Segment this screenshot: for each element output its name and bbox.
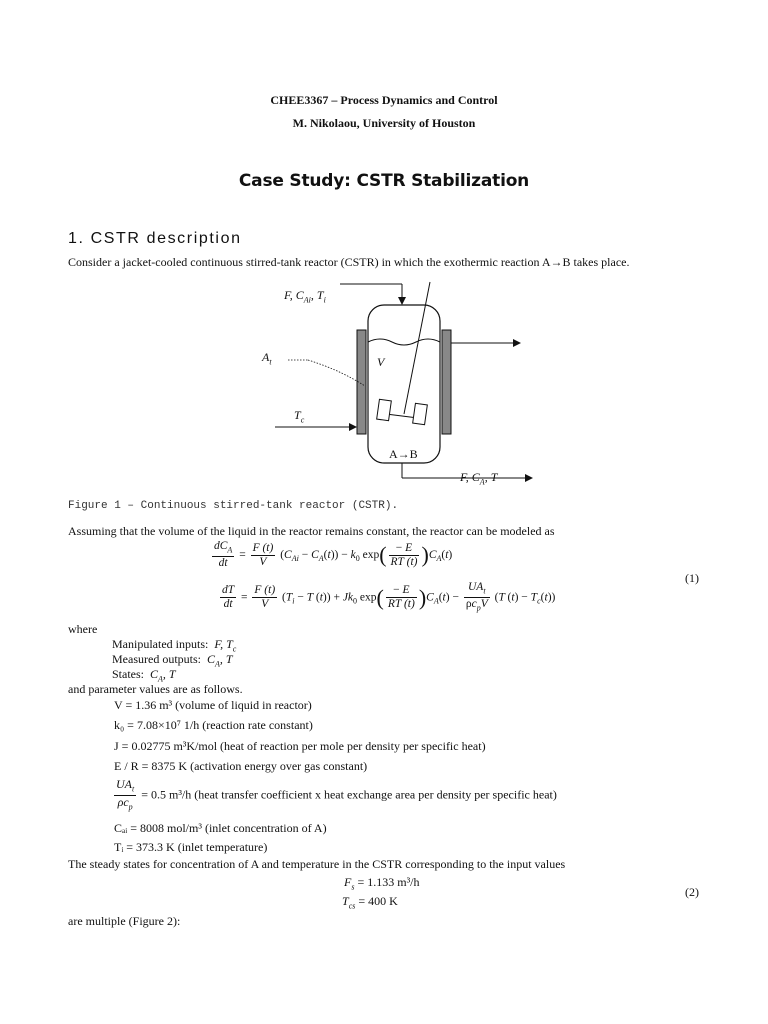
intro-paragraph: Consider a jacket-cooled continuous stirred-tank reactor (CSTR) in which the exothermic reaction A→B takes place. — [68, 255, 630, 269]
author-header: M. Nikolaou, University of Houston — [292, 116, 476, 130]
coolant-label: $T_c$ — [294, 408, 305, 425]
param-inlet-concentration: Cₐᵢ = 8008 mol/m³ (inlet concentration of A) — [114, 821, 327, 835]
reaction-label: A→B — [389, 447, 418, 461]
figure-caption: Figure 1 – Continuous stirred-tank reactor (CSTR). — [68, 500, 399, 512]
multiple-steady-states: are multiple (Figure 2): — [68, 914, 181, 928]
steady-state-intro: The steady states for concentration of A and temperature in the CSTR corresponding to the input values — [68, 857, 566, 871]
equation-energy-balance: $\frac{dT}{dt}$ = $\frac{F (t)}{V}$ ($T_i - T$ $(t)) + Jk_0$ exp( $\frac{- E}{RT (t)}$ )$C_A(t)$ − $\frac{UA_t}{\rho c_pV}$ (T $(t) - T_c(t)$) — [222, 581, 556, 613]
inlet-label: F, $C_{Ai}$, $T_i$ — [284, 288, 326, 305]
impeller-blade-right — [413, 403, 428, 424]
page-title: Case Study: CSTR Stabilization — [238, 171, 530, 191]
reactor-vessel — [368, 305, 440, 463]
area-pointer — [308, 360, 365, 386]
model-intro: Assuming that the volume of the liquid in the reactor remains constant, the reactor can be modeled as — [68, 524, 555, 538]
param-volume: V = 1.36 m³ (volume of liquid in reactor) — [114, 698, 312, 712]
course-header: CHEE3367 – Process Dynamics and Control — [270, 93, 498, 107]
area-label: $A_t$ — [262, 350, 272, 367]
steady-coolant-value: $T_{cs} = 400$ K — [342, 894, 398, 911]
measured-outputs: Measured outputs: $C_A$, T — [112, 652, 233, 669]
param-inlet-temperature: Tᵢ = 373.3 K (inlet temperature) — [114, 840, 268, 854]
equation-2-number: (2) — [685, 885, 699, 899]
impeller-blade-left — [377, 399, 392, 420]
states: States: $C_A$, T — [112, 667, 176, 684]
param-activation-energy: E / R = 8375 K (activation energy over gas constant) — [114, 759, 368, 773]
equation-mass-balance: $\frac{dC_A}{dt}$ = $\frac{F (t)}{V}$ $(C_{Ai} - C_A(t)) - k_0$ exp( $\frac{- E}{RT (t)}$ )$C_A(t)$ — [214, 540, 453, 570]
cooling-jacket-right — [442, 330, 451, 434]
param-rate-constant: k₀ = 7.08×10⁷ 1/h (reaction rate constant) — [114, 718, 313, 732]
manipulated-inputs: Manipulated inputs: F, $T_c$ — [112, 637, 237, 654]
param-heat-of-reaction: J = 0.02775 m³K/mol (heat of reaction per mole per density per specific heat) — [114, 739, 486, 753]
where-label: where — [68, 622, 98, 636]
steady-flow-value: $F_s = 1.133$ m³/h — [344, 875, 420, 892]
params-intro: and parameter values are as follows. — [68, 682, 243, 696]
volume-label: V — [377, 355, 385, 369]
equation-1-number: (1) — [685, 571, 699, 585]
outlet-label: F, $C_A$, T — [460, 470, 498, 487]
param-heat-transfer: $\frac{UA_t}{\rho c_p}$ = 0.5 m³/h (heat transfer coefficient x heat exchange area per density per specific heat) — [116, 777, 557, 812]
section-heading: 1. CSTR description — [68, 230, 242, 247]
